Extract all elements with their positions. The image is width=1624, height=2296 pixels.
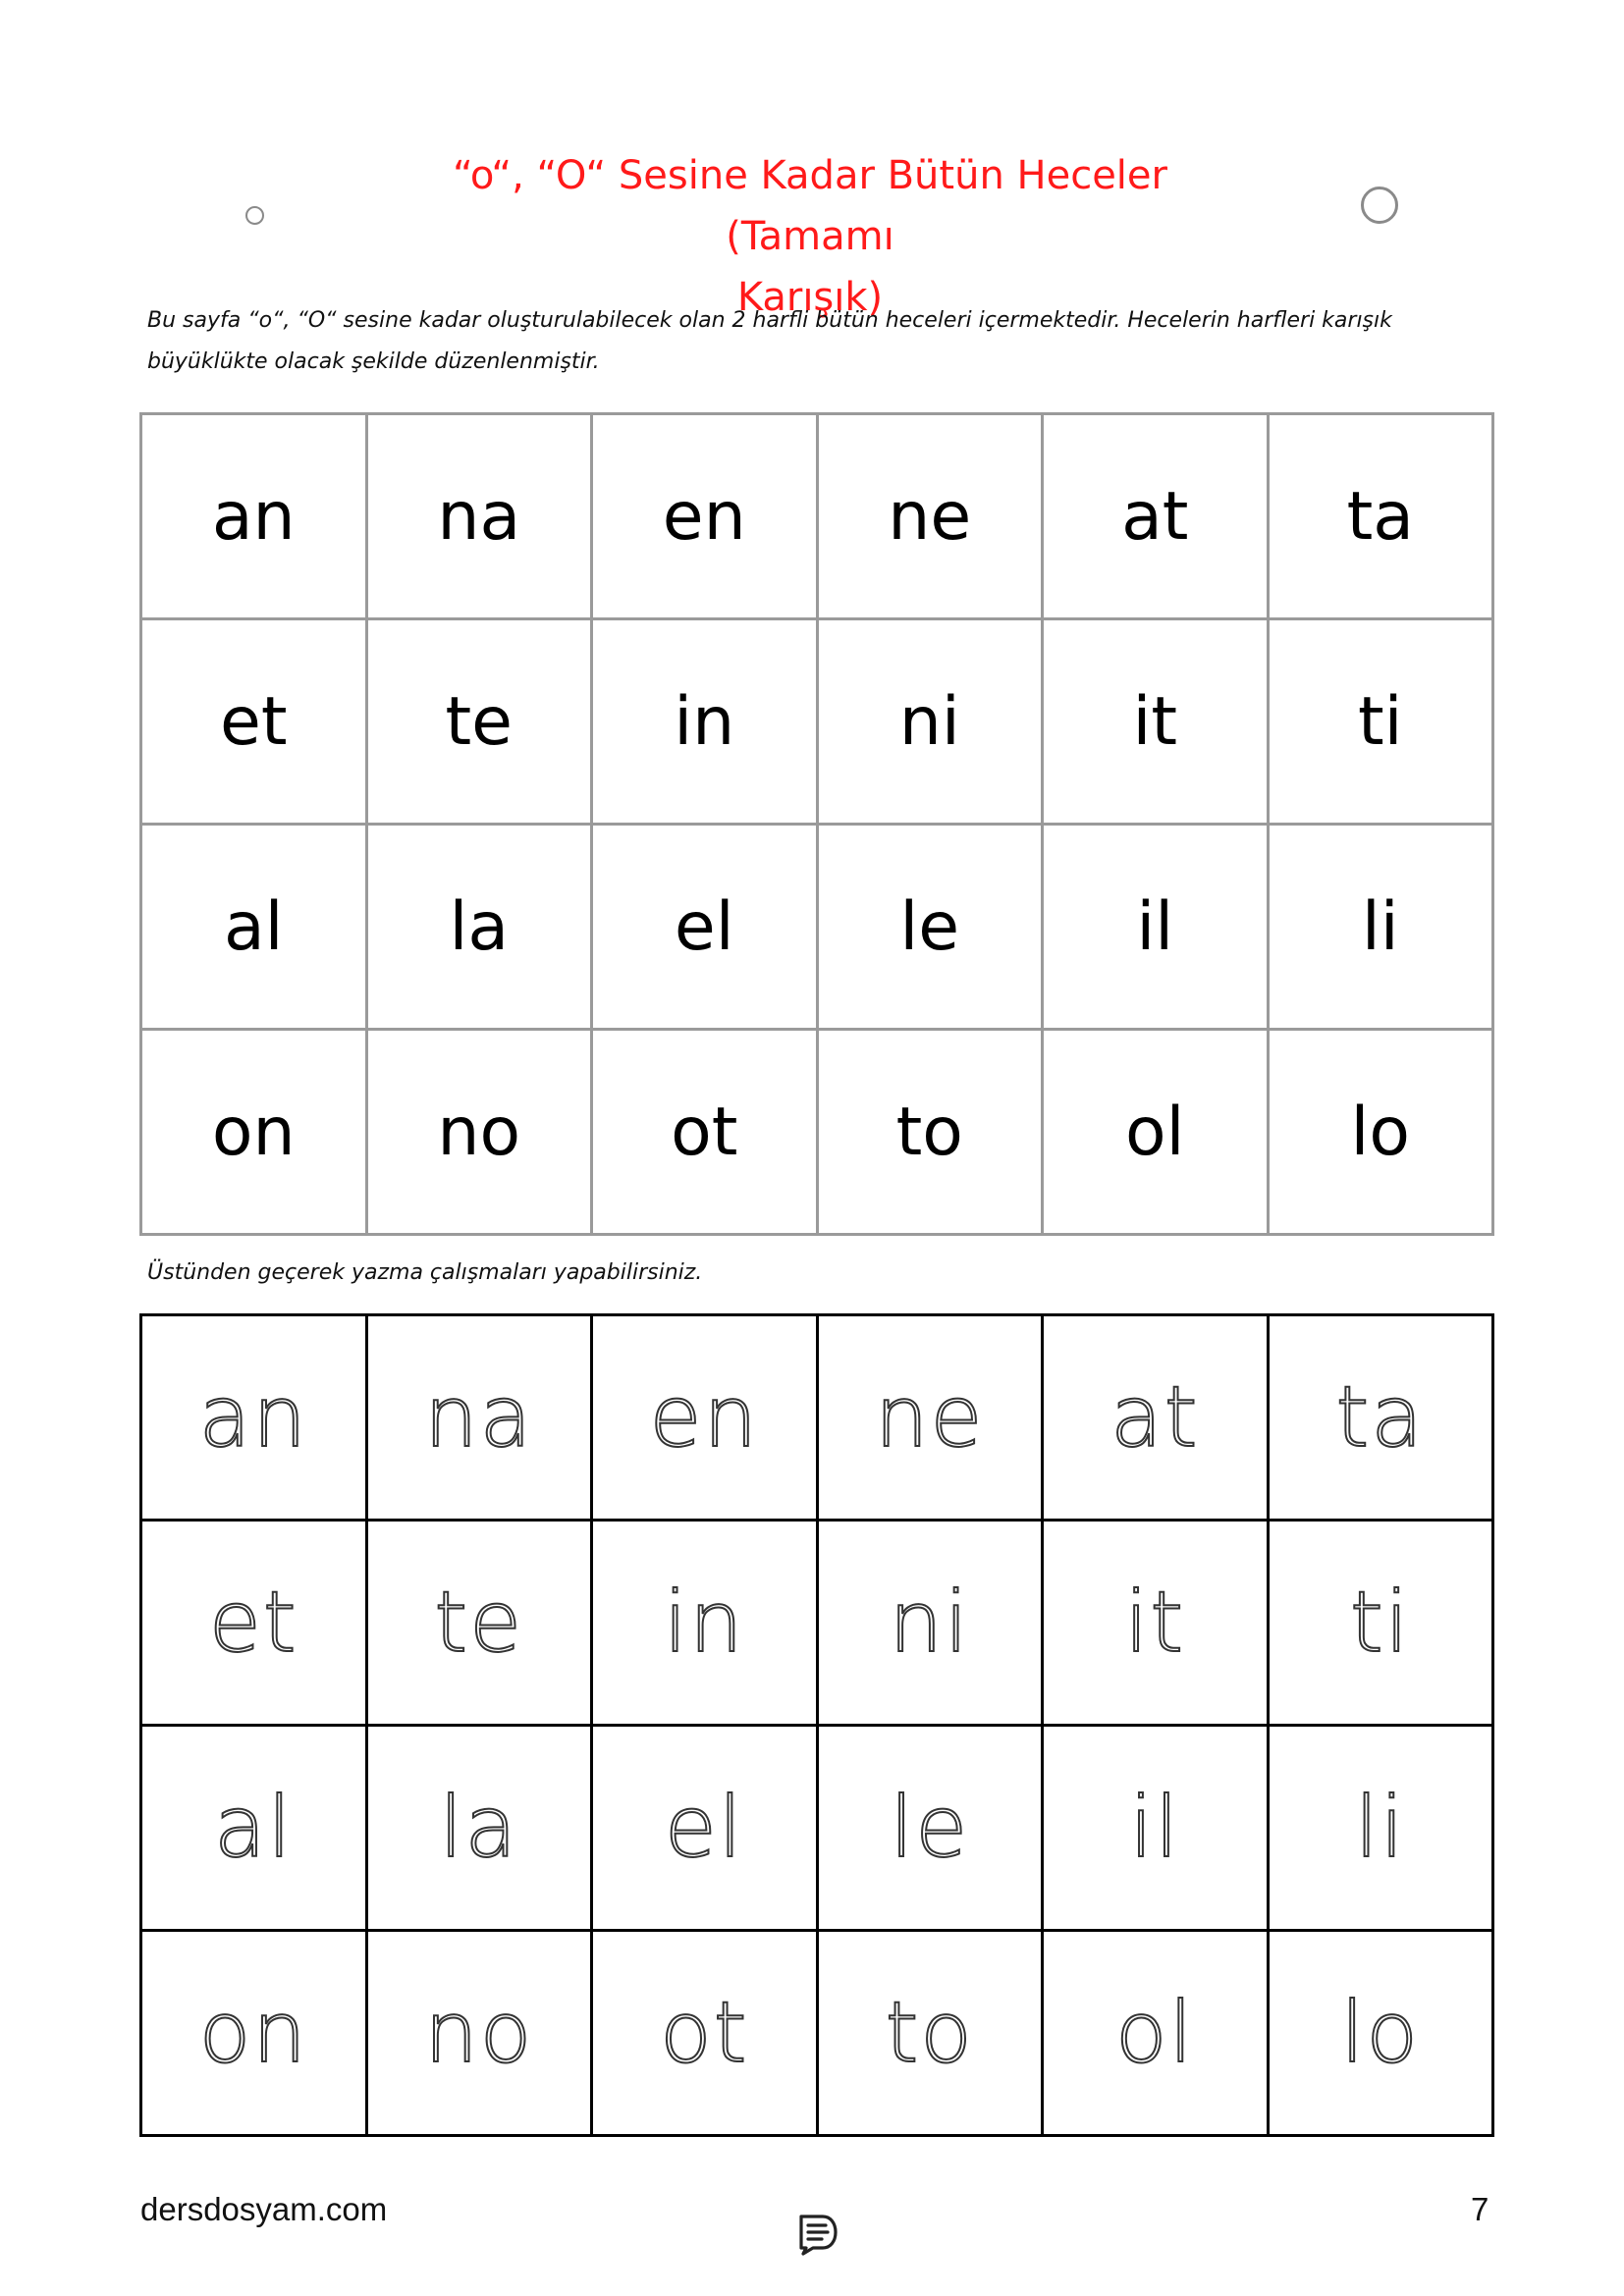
trace-row xyxy=(141,1521,1493,1726)
syllable-cell xyxy=(141,1030,367,1235)
syllable-row xyxy=(141,619,1493,825)
syllable-cell-text: en xyxy=(662,477,746,556)
syllable-cell xyxy=(592,1030,818,1235)
syllable-cell xyxy=(1268,1030,1493,1235)
syllable-cell xyxy=(817,414,1043,619)
trace-cell xyxy=(1268,1315,1493,1521)
syllable-cell xyxy=(141,619,367,825)
syllable-cell xyxy=(1268,414,1493,619)
syllable-cell-text: ti xyxy=(1357,682,1403,761)
trace-cell-text: lo xyxy=(1340,1984,1420,2082)
syllable-cell-text: el xyxy=(674,887,734,966)
syllable-cell xyxy=(366,1030,592,1235)
page-title-line-2: Karışık) xyxy=(736,275,884,320)
trace-cell xyxy=(1043,1315,1269,1521)
trace-cell xyxy=(1043,1931,1269,2136)
syllable-cell xyxy=(1043,825,1269,1030)
trace-cell xyxy=(592,1521,818,1726)
trace-cell xyxy=(592,1315,818,1521)
syllable-cell-text: ot xyxy=(671,1093,738,1171)
trace-cell-text: te xyxy=(434,1574,524,1672)
syllable-cell-text: ta xyxy=(1346,477,1414,556)
footer-site: dersdosyam.com xyxy=(140,2191,388,2227)
syllable-cell xyxy=(592,825,818,1030)
syllable-cell-text: it xyxy=(1132,682,1178,761)
trace-cell xyxy=(366,1521,592,1726)
trace-cell-text: li xyxy=(1354,1779,1406,1877)
trace-cell xyxy=(1043,1521,1269,1726)
syllable-cell-text: at xyxy=(1121,477,1189,556)
syllable-cell xyxy=(1268,825,1493,1030)
trace-cell-text: no xyxy=(424,1984,534,2082)
syllable-cell xyxy=(1268,619,1493,825)
trace-cell-text: le xyxy=(890,1779,970,1877)
syllable-cell xyxy=(366,825,592,1030)
trace-cell-text: to xyxy=(885,1984,974,2082)
decorative-circle-left xyxy=(245,206,264,225)
syllable-cell xyxy=(592,414,818,619)
trace-cell-text: at xyxy=(1110,1368,1200,1467)
trace-cell-text: na xyxy=(424,1368,534,1467)
trace-cell-text: in xyxy=(664,1574,745,1672)
syllable-cell-text: ne xyxy=(888,477,972,556)
trace-cell-text: el xyxy=(664,1779,744,1877)
trace-cell xyxy=(817,1315,1043,1521)
syllable-cell xyxy=(1043,619,1269,825)
trace-cell-text: an xyxy=(198,1368,308,1467)
syllable-cell xyxy=(366,619,592,825)
syllable-cell-text: li xyxy=(1361,887,1399,966)
syllable-cell-text: lo xyxy=(1350,1093,1410,1171)
trace-cell xyxy=(1268,1521,1493,1726)
trace-cell-text: il xyxy=(1129,1779,1181,1877)
syllable-cell xyxy=(141,414,367,619)
intro-note: Bu sayfa “o“, “O“ sesine kadar oluşturulabilecek olan 2 harfli bütün heceleri içermektedir. Hecelerin harfleri karışık büyüklükte olacak şekilde düzenlenmiştir. xyxy=(147,308,1392,374)
trace-cell-text: ot xyxy=(660,1984,749,2082)
trace-cell-text: it xyxy=(1124,1574,1186,1672)
syllable-cell-text: an xyxy=(211,477,296,556)
trace-cell-text: en xyxy=(649,1368,759,1467)
trace-cell-text: ta xyxy=(1335,1368,1425,1467)
trace-cell xyxy=(1268,1726,1493,1931)
syllable-cell-text: et xyxy=(220,682,288,761)
syllable-cell-text: on xyxy=(211,1093,296,1171)
syllable-row xyxy=(141,414,1493,619)
trace-cell xyxy=(141,1521,367,1726)
decorative-circle-right xyxy=(1361,187,1398,224)
trace-cell xyxy=(817,1521,1043,1726)
trace-cell-text: ol xyxy=(1114,1984,1195,2082)
trace-cell xyxy=(1043,1726,1269,1931)
syllable-cell-text: no xyxy=(437,1093,521,1171)
syllable-cell-text: te xyxy=(445,682,513,761)
trace-cell xyxy=(592,1931,818,2136)
syllable-cell-text: na xyxy=(437,477,521,556)
trace-cell xyxy=(817,1726,1043,1931)
trace-cell xyxy=(1268,1931,1493,2136)
trace-row xyxy=(141,1726,1493,1931)
syllable-cell-text: le xyxy=(899,887,960,966)
syllable-row xyxy=(141,1030,1493,1235)
syllable-grid xyxy=(139,412,1494,1236)
syllable-cell xyxy=(1043,1030,1269,1235)
syllable-cell xyxy=(366,414,592,619)
trace-row xyxy=(141,1931,1493,2136)
syllable-cell-text: ni xyxy=(898,682,960,761)
trace-cell-text: on xyxy=(198,1984,308,2082)
trace-cell xyxy=(592,1726,818,1931)
syllable-cell-text: to xyxy=(895,1093,963,1171)
trace-cell-text: ni xyxy=(889,1574,970,1672)
trace-grid xyxy=(139,1313,1494,2137)
page-title-line-1: “o“, “O“ Sesine Kadar Bütün Heceler (Tamamı xyxy=(453,153,1167,259)
syllable-cell xyxy=(817,1030,1043,1235)
syllable-cell xyxy=(592,619,818,825)
trace-cell-text: ne xyxy=(875,1368,985,1467)
syllable-cell xyxy=(141,825,367,1030)
trace-note: Üstünden geçerek yazma çalışmaları yapabilirsiniz. xyxy=(147,1260,703,1285)
trace-cell xyxy=(141,1315,367,1521)
trace-cell xyxy=(366,1315,592,1521)
syllable-cell-text: ol xyxy=(1125,1093,1185,1171)
syllable-cell xyxy=(1043,414,1269,619)
syllable-row xyxy=(141,825,1493,1030)
trace-cell-text: al xyxy=(213,1779,294,1877)
trace-cell-text: ti xyxy=(1349,1574,1411,1672)
document-lines-icon xyxy=(795,2211,840,2256)
syllable-cell-text: al xyxy=(223,887,284,966)
trace-cell-text: et xyxy=(208,1574,298,1672)
syllable-cell xyxy=(817,825,1043,1030)
trace-cell xyxy=(141,1931,367,2136)
trace-cell xyxy=(141,1726,367,1931)
syllable-cell-text: la xyxy=(449,887,510,966)
trace-row xyxy=(141,1315,1493,1521)
trace-cell xyxy=(817,1931,1043,2136)
syllable-cell-text: il xyxy=(1136,887,1174,966)
trace-cell-text: la xyxy=(439,1779,519,1877)
page-number: 7 xyxy=(1471,2191,1489,2227)
trace-cell xyxy=(366,1931,592,2136)
syllable-cell xyxy=(817,619,1043,825)
trace-cell xyxy=(366,1726,592,1931)
syllable-cell-text: in xyxy=(674,682,735,761)
